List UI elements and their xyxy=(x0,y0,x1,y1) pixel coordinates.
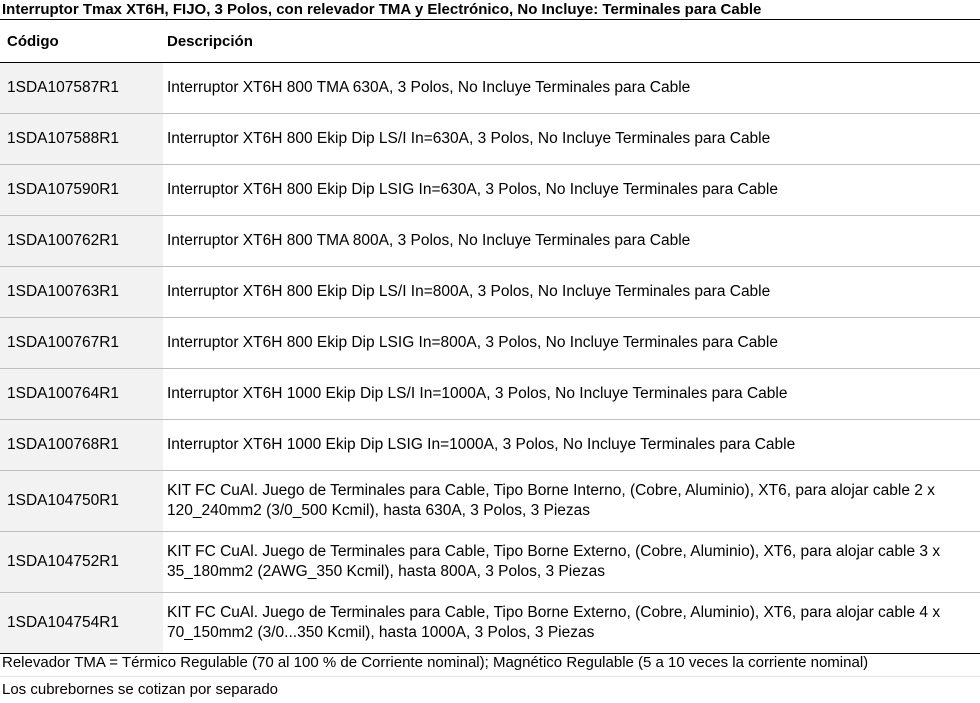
product-description: Interruptor XT6H 800 Ekip Dip LS/I In=800A, 3 Polos, No Incluye Terminales para Cable xyxy=(163,267,980,318)
product-code: 1SDA107590R1 xyxy=(0,165,163,216)
product-code: 1SDA100762R1 xyxy=(0,216,163,267)
product-code: 1SDA100768R1 xyxy=(0,420,163,471)
footnote-tma: Relevador TMA = Térmico Regulable (70 al 100 % de Corriente nominal); Magnético Regulable (5 a 10 veces la corriente nominal) xyxy=(2,654,869,671)
table-row xyxy=(0,420,980,471)
table-row xyxy=(0,369,980,420)
product-code: 1SDA107587R1 xyxy=(0,63,163,114)
table-header-row xyxy=(0,20,980,63)
table-row xyxy=(0,63,980,114)
product-description: KIT FC CuAl. Juego de Terminales para Cable, Tipo Borne Interno, (Cobre, Aluminio), XT6, para alojar cable 2 x 120_240mm2 (3/0_500 Kcmil), hasta 630A, 3 Polos, 3 Piezas xyxy=(163,471,980,532)
product-description: KIT FC CuAl. Juego de Terminales para Cable, Tipo Borne Externo, (Cobre, Aluminio), XT6, para alojar cable 3 x 35_180mm2 (2AWG_350 Kcmil), hasta 800A, 3 Polos, 3 Piezas xyxy=(163,532,980,593)
table-row xyxy=(0,532,980,593)
table-row xyxy=(0,471,980,532)
product-code: 1SDA100767R1 xyxy=(0,318,163,369)
product-description: Interruptor XT6H 800 Ekip Dip LS/I In=630A, 3 Polos, No Incluye Terminales para Cable xyxy=(163,114,980,165)
product-description: Interruptor XT6H 1000 Ekip Dip LS/I In=1000A, 3 Polos, No Incluye Terminales para Cable xyxy=(163,369,980,420)
product-description: Interruptor XT6H 800 Ekip Dip LSIG In=800A, 3 Polos, No Incluye Terminales para Cable xyxy=(163,318,980,369)
table-row xyxy=(0,114,980,165)
table-row xyxy=(0,318,980,369)
column-header-description: Descripción xyxy=(163,20,980,63)
table-row xyxy=(0,593,980,654)
product-table xyxy=(0,19,980,654)
product-code: 1SDA104752R1 xyxy=(0,532,163,593)
product-code: 1SDA107588R1 xyxy=(0,114,163,165)
table-row xyxy=(0,267,980,318)
product-description: KIT FC CuAl. Juego de Terminales para Cable, Tipo Borne Externo, (Cobre, Aluminio), XT6, para alojar cable 4 x 70_150mm2 (3/0...350 Kcmil), hasta 1000A, 3 Polos, 3 Piezas xyxy=(163,593,980,654)
product-description: Interruptor XT6H 1000 Ekip Dip LSIG In=1000A, 3 Polos, No Incluye Terminales para Cable xyxy=(163,420,980,471)
product-code: 1SDA104754R1 xyxy=(0,593,163,654)
table-row xyxy=(0,216,980,267)
table-title: Interruptor Tmax XT6H, FIJO, 3 Polos, con relevador TMA y Electrónico, No Incluye: Terminales para Cable xyxy=(2,1,762,18)
product-code: 1SDA100763R1 xyxy=(0,267,163,318)
footnote-cubrebornes: Los cubrebornes se cotizan por separado xyxy=(2,681,279,698)
product-code: 1SDA104750R1 xyxy=(0,471,163,532)
product-description: Interruptor XT6H 800 Ekip Dip LSIG In=630A, 3 Polos, No Incluye Terminales para Cable xyxy=(163,165,980,216)
column-header-code: Código xyxy=(0,20,163,63)
product-description: Interruptor XT6H 800 TMA 800A, 3 Polos, No Incluye Terminales para Cable xyxy=(163,216,980,267)
table-row xyxy=(0,165,980,216)
product-code: 1SDA100764R1 xyxy=(0,369,163,420)
product-description: Interruptor XT6H 800 TMA 630A, 3 Polos, No Incluye Terminales para Cable xyxy=(163,63,980,114)
